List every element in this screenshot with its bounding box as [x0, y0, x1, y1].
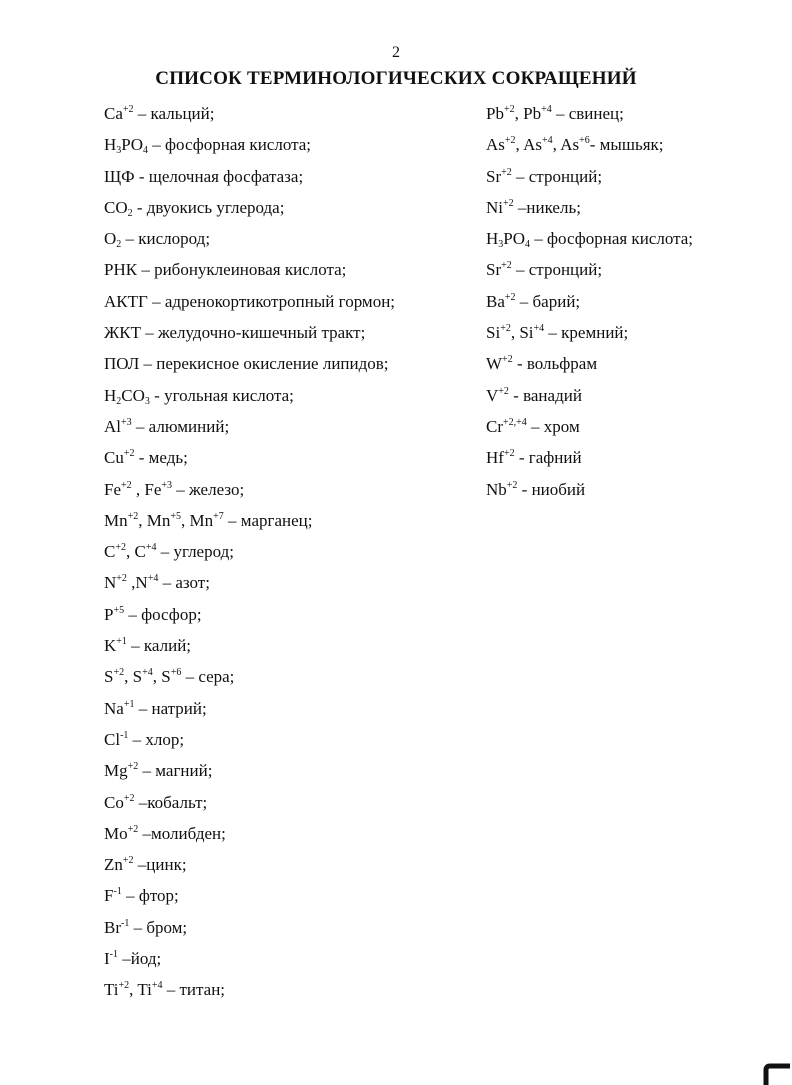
entry-text: – хлор; — [128, 729, 185, 749]
abbreviation-entry — [486, 348, 693, 379]
subscript: 4 — [143, 145, 149, 157]
superscript: +4 — [542, 135, 553, 147]
superscript: +1 — [123, 698, 135, 710]
entry-text: –никель; — [513, 197, 581, 217]
abbreviation-entry — [104, 693, 395, 724]
entry-text: АКТГ – адренокортикотропный гормон; — [104, 291, 396, 311]
abbreviation-entry — [104, 880, 395, 911]
page-number: 2 — [392, 44, 400, 61]
entry-text: , C — [125, 542, 146, 562]
entry-text: - двуокись углерода; — [132, 197, 285, 217]
entry-text: - ниобий — [517, 479, 586, 499]
entry-text: H — [104, 385, 117, 405]
abbreviation-entry — [104, 567, 395, 598]
superscript: +2 — [501, 260, 512, 272]
entry-text: Co — [104, 792, 124, 812]
entry-text: – калий; — [126, 636, 192, 656]
abbreviation-entry — [104, 161, 395, 192]
abbreviation-entry — [104, 849, 395, 880]
entry-text: – фосфорная кислота; — [530, 229, 694, 249]
abbreviation-entry — [104, 787, 395, 818]
entry-text: – фтор; — [121, 886, 179, 906]
superscript: -1 — [109, 949, 119, 961]
subscript: 3 — [498, 239, 504, 251]
entry-text: I — [104, 949, 110, 969]
abbreviation-entry — [486, 98, 693, 129]
entry-text: Hf — [486, 448, 504, 468]
abbreviation-entry — [486, 380, 693, 411]
superscript: +5 — [170, 510, 182, 522]
abbreviation-entry — [486, 286, 693, 317]
entry-text: C — [104, 542, 116, 562]
superscript: -1 — [121, 917, 130, 929]
abbreviation-entry — [104, 411, 395, 442]
entry-text: K — [104, 636, 117, 656]
abbreviation-entry — [486, 161, 693, 192]
superscript: +1 — [116, 636, 127, 648]
superscript: +2 — [116, 573, 127, 585]
superscript: -1 — [113, 886, 122, 898]
entry-text: F — [104, 886, 114, 906]
entry-text: Si — [486, 323, 501, 343]
entry-text: , Mn — [138, 510, 171, 530]
abbreviation-entry — [104, 474, 395, 505]
abbreviation-entry — [104, 943, 395, 974]
entry-text: W — [486, 354, 503, 374]
entry-text: – кислород; — [121, 229, 211, 249]
abbreviation-entry — [486, 442, 693, 473]
entry-text: , Pb — [514, 104, 542, 123]
entry-text: – железо; — [172, 479, 245, 499]
abbreviation-entry — [104, 442, 395, 473]
superscript: +4 — [533, 323, 545, 335]
entry-text: Mg — [104, 761, 128, 781]
entry-text: - медь; — [134, 448, 188, 468]
entry-text: - ванадий — [508, 385, 582, 405]
abbreviation-entry — [486, 411, 693, 442]
entry-text: – стронций; — [511, 260, 603, 280]
superscript: +2 — [506, 479, 518, 491]
entry-text: Ni — [486, 197, 503, 217]
entry-text: – барий; — [515, 291, 581, 311]
entry-text: S — [104, 667, 114, 687]
entry-text: Cu — [104, 448, 124, 468]
entry-text: , S — [152, 667, 171, 687]
superscript: -1 — [120, 729, 129, 741]
entry-text: , Fe — [131, 479, 162, 499]
entry-text: –молибден; — [138, 823, 226, 843]
entry-text: CO — [121, 385, 145, 405]
entry-text: V — [486, 385, 499, 405]
abbreviation-entry — [104, 348, 395, 379]
superscript: +3 — [161, 479, 173, 491]
superscript: +2 — [121, 479, 132, 491]
entry-text: Zn — [104, 855, 123, 875]
abbreviation-entry — [486, 129, 693, 160]
abbreviation-entry — [486, 317, 693, 348]
subscript: 3 — [116, 145, 122, 157]
abbreviation-entry — [104, 661, 395, 692]
entry-text: Sr — [486, 260, 502, 280]
entry-text: PO — [503, 229, 526, 249]
entry-text: Ca — [104, 104, 123, 123]
entry-text: РНК – рибонуклеиновая кислота; — [104, 260, 347, 280]
abbreviation-list-left — [104, 98, 395, 1006]
entry-text: H — [486, 229, 499, 249]
entry-text: – азот; — [158, 573, 210, 593]
abbreviation-entry — [104, 98, 395, 129]
abbreviation-entry — [486, 223, 693, 254]
superscript: +2 — [113, 667, 125, 679]
entry-text: Sr — [486, 166, 502, 186]
subscript: 2 — [116, 239, 122, 251]
abbreviation-entry — [104, 505, 395, 536]
superscript: +2 — [504, 291, 516, 303]
entry-text: – магний; — [138, 761, 213, 781]
entry-text: Br — [104, 917, 121, 937]
entry-text: P — [104, 604, 114, 624]
subscript: 3 — [144, 395, 150, 407]
entry-text: Fe — [104, 479, 121, 499]
superscript: +4 — [151, 980, 163, 992]
corner-bracket-mark-icon — [760, 1062, 792, 1085]
abbreviation-entry — [104, 129, 395, 160]
abbreviation-list-right — [486, 98, 693, 505]
abbreviation-entry — [104, 317, 395, 348]
entry-text: O — [104, 229, 117, 249]
entry-text: – углерод; — [156, 542, 234, 562]
entry-text: – сера; — [181, 667, 235, 687]
entry-text: PO — [121, 135, 144, 155]
abbreviation-entry — [104, 286, 395, 317]
entry-text: Mo — [104, 823, 128, 843]
entry-text: - вольфрам — [512, 354, 598, 374]
entry-text: Pb — [486, 104, 504, 123]
entry-text: – фосфорная кислота; — [148, 135, 312, 155]
entry-text: - угольная кислота; — [149, 385, 294, 405]
superscript: +2 — [122, 104, 134, 115]
entry-text: Ti — [104, 980, 119, 1000]
superscript: +2 — [500, 323, 511, 335]
entry-text: Ba — [486, 291, 505, 311]
abbreviation-entry — [104, 380, 395, 411]
superscript: +2 — [503, 104, 515, 115]
superscript: +4 — [147, 573, 159, 585]
entry-text: , S — [124, 667, 143, 687]
entry-text: ЖКТ – желудочно-кишечный тракт; — [104, 323, 366, 343]
entry-text: ,N — [126, 573, 148, 593]
superscript: +2 — [501, 166, 512, 178]
entry-text: – бром; — [129, 917, 188, 937]
entry-text: – стронций; — [511, 166, 603, 186]
abbreviation-entry — [104, 192, 395, 223]
entry-text: H — [104, 135, 117, 155]
entry-text: – фосфор; — [124, 604, 202, 624]
entry-text: , Ti — [129, 980, 152, 1000]
superscript: +2 — [123, 448, 135, 460]
entry-text: , As — [552, 135, 580, 155]
superscript: +2 — [127, 823, 139, 835]
superscript: +4 — [145, 542, 157, 554]
superscript: +2 — [503, 448, 515, 460]
entry-text: – натрий; — [134, 698, 207, 718]
entry-text: N — [104, 573, 117, 593]
entry-text: Mn — [104, 510, 128, 530]
entry-text: – титан; — [162, 980, 226, 1000]
superscript: +2 — [502, 354, 513, 366]
entry-text: – свинец; — [551, 104, 624, 123]
entry-text: – марганец; — [223, 510, 313, 530]
entry-text: Cl — [104, 729, 121, 749]
entry-text: CO — [104, 197, 128, 217]
entry-text: - гафний — [514, 448, 582, 468]
subscript: 2 — [116, 395, 122, 407]
superscript: +2 — [504, 135, 516, 147]
abbreviation-entry — [486, 474, 693, 505]
abbreviation-entry — [104, 536, 395, 567]
abbreviation-entry — [104, 724, 395, 755]
subscript: 2 — [127, 207, 133, 219]
entry-text: Nb — [486, 479, 507, 499]
entry-text: , Mn — [181, 510, 214, 530]
superscript: +6 — [170, 667, 182, 679]
entry-text: , As — [515, 135, 543, 155]
abbreviation-entry — [104, 912, 395, 943]
superscript: +2 — [127, 761, 139, 773]
abbreviation-entry — [104, 630, 395, 661]
superscript: +4 — [541, 104, 552, 115]
entry-text: , Si — [510, 323, 534, 343]
superscript: +2 — [118, 980, 130, 992]
abbreviation-entry — [104, 818, 395, 849]
superscript: +2 — [115, 542, 126, 554]
abbreviation-entry — [486, 254, 693, 285]
entry-text: Cr — [486, 416, 503, 436]
entry-text: –цинк; — [133, 855, 187, 875]
superscript: +4 — [142, 667, 153, 679]
entry-text: Al — [104, 416, 121, 436]
abbreviation-entry — [104, 974, 395, 1005]
entry-text: – алюминий; — [131, 416, 230, 436]
entry-text: – кальций; — [133, 104, 215, 123]
abbreviation-entry — [104, 755, 395, 786]
entry-text: –кобальт; — [134, 792, 208, 812]
superscript: +2 — [122, 855, 134, 867]
page-title: СПИСОК ТЕРМИНОЛОГИЧЕСКИХ СОКРАЩЕНИЙ — [155, 68, 637, 89]
entry-text: ПОЛ – перекисное окисление липидов; — [104, 354, 389, 374]
entry-text: – хром — [526, 416, 580, 436]
superscript: +3 — [121, 416, 132, 428]
superscript: +7 — [213, 510, 224, 522]
abbreviation-entry — [104, 223, 395, 254]
superscript: +2 — [123, 792, 135, 804]
entry-text: Na — [104, 698, 124, 718]
superscript: +5 — [113, 604, 125, 616]
entry-text: –йод; — [118, 949, 162, 969]
superscript: +2 — [127, 510, 139, 522]
entry-text: As — [486, 135, 505, 155]
entry-text: - мышьяк; — [589, 135, 664, 155]
superscript: +2 — [498, 385, 509, 397]
superscript: +6 — [579, 135, 590, 147]
abbreviation-entry — [104, 254, 395, 285]
entry-text: – кремний; — [544, 323, 629, 343]
subscript: 4 — [525, 239, 531, 251]
abbreviation-entry — [104, 599, 395, 630]
superscript: +2,+4 — [503, 416, 527, 428]
entry-text: ЩФ - щелочная фосфатаза; — [104, 166, 304, 186]
abbreviation-entry — [486, 192, 693, 223]
superscript: +2 — [503, 197, 514, 209]
